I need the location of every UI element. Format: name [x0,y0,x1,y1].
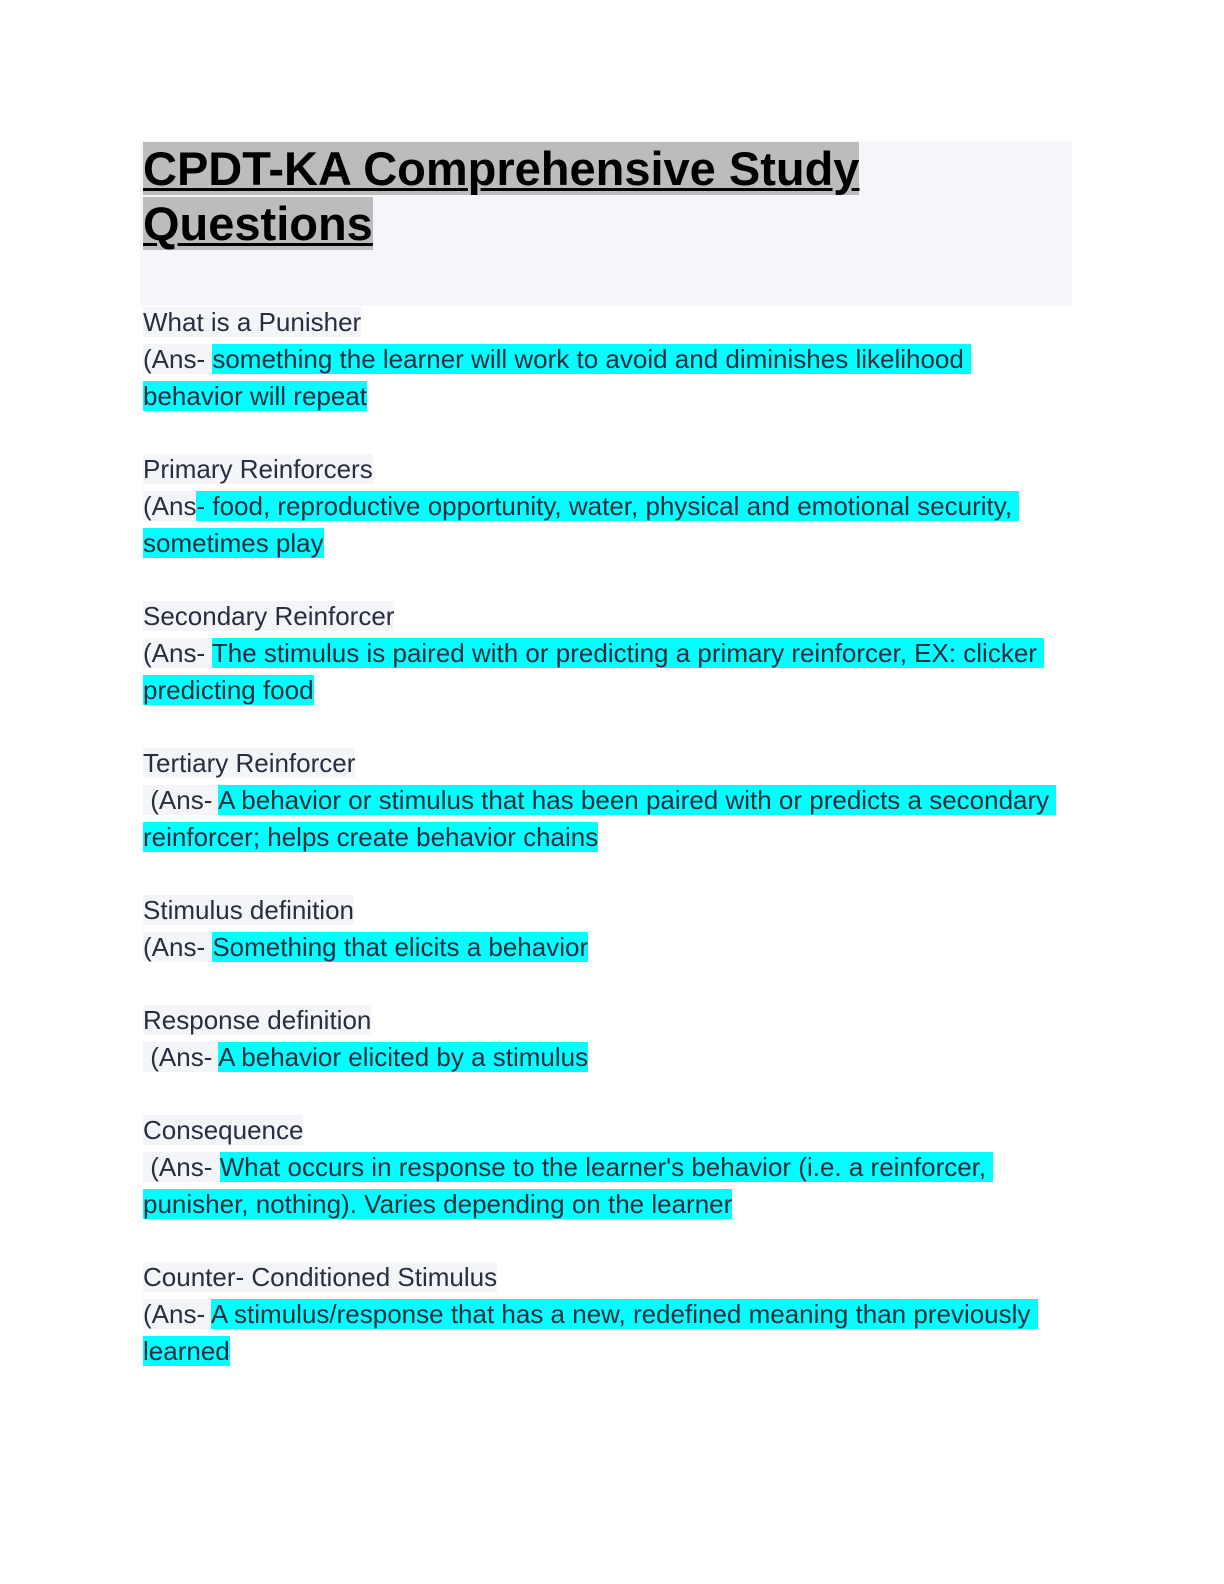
answer-text: Something that elicits a behavior [212,932,589,962]
answer [143,1039,1063,1076]
question-text: Secondary Reinforcer [143,601,395,631]
question [143,1002,1063,1039]
question-text: Primary Reinforcers [143,454,373,484]
question [143,1112,1063,1149]
question-text: Stimulus definition [143,895,354,925]
answer-prefix: (Ans- [143,1299,211,1329]
answer-prefix: (Ans- [143,1042,219,1072]
answer [143,488,1063,562]
answer-prefix: (Ans- [143,638,212,668]
answer [143,341,1063,415]
question [143,598,1063,635]
answer-text: A behavior elicited by a stimulus [218,1042,589,1072]
document-title [143,141,903,251]
answer-text: A stimulus/response that has a new, redefined meaning than previously learned [143,1299,1038,1366]
qa-item [143,745,1063,856]
document-title-text: CPDT-KA Comprehensive Study Questions [143,142,860,250]
question-text: Tertiary Reinforcer [143,748,356,778]
answer-prefix: (Ans- [143,785,219,815]
answer-prefix: (Ans [143,491,197,521]
answer [143,635,1063,709]
qa-item [143,1002,1063,1076]
answer [143,929,1063,966]
question-text: Consequence [143,1115,304,1145]
answer-prefix: (Ans- [143,1152,220,1182]
answer-text: What occurs in response to the learner's behavior (i.e. a reinforcer, punisher, nothing). Varies depending on the learner [143,1152,994,1219]
qa-item [143,598,1063,709]
question [143,451,1063,488]
answer-text: - food, reproductive opportunity, water, physical and emotional security, sometimes play [143,491,1020,558]
title-block [140,141,1072,306]
answer-text: A behavior or stimulus that has been paired with or predicts a secondary reinforcer; helps create behavior chains [143,785,1057,852]
question-text: Response definition [143,1005,372,1035]
answer-text: something the learner will work to avoid and diminishes likelihood behavior will repeat [143,344,972,411]
question [143,745,1063,782]
qa-list [143,304,1063,1370]
question-text: What is a Punisher [143,307,362,337]
qa-item [143,451,1063,562]
qa-item [143,1112,1063,1223]
answer [143,782,1063,856]
qa-item [143,1259,1063,1370]
qa-item [143,892,1063,966]
question [143,1259,1063,1296]
answer-text: The stimulus is paired with or predicting a primary reinforcer, EX: clicker predicting food [143,638,1045,705]
qa-item [143,304,1063,415]
answer [143,1149,1063,1223]
answer-prefix: (Ans- [143,932,213,962]
answer [143,1296,1063,1370]
question [143,892,1063,929]
question [143,304,1063,341]
answer-prefix: (Ans- [143,344,213,374]
question-text: Counter- Conditioned Stimulus [143,1262,498,1292]
